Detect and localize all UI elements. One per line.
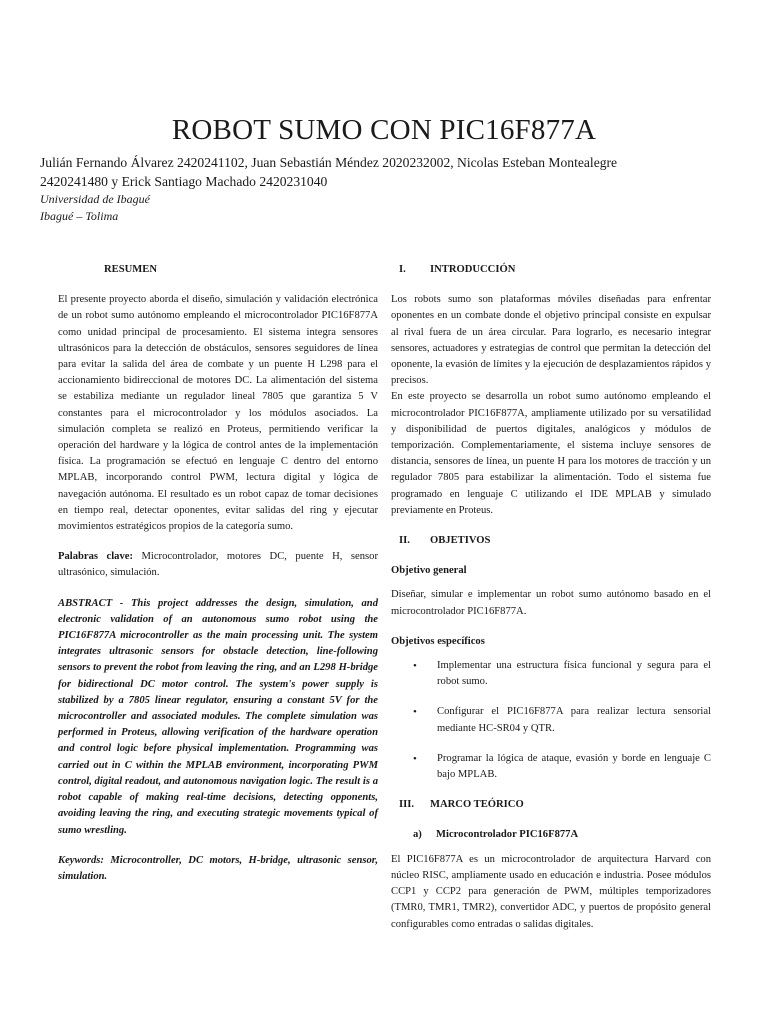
- intro-paragraph-1: Los robots sumo son plataformas móviles diseñadas para enfrentar oponentes en un combate donde el objetivo principal consiste en expulsar al rival fuera de un área circular. Para lograrlo, es necesario integrar sensores, actuadores y estrategias de control que permitan la detección del oponente, la evasión de límites y la ejecución de desplazamientos rápidos y precisos.: [391, 294, 711, 387]
- resumen-heading: RESUMEN: [104, 264, 157, 275]
- abstract: [58, 596, 378, 839]
- abstract-text: This project addresses the design, simulation, and electronic validation of an autonomous sumo robot using the PIC16F877A microcontroller as the main processing unit. The system integrates ultrasonic sensors for obstacle detection, line-following sensors to prevent the robot from leaving the ring, and an L298 H-bridge for bidirectional DC motor control. The system's power supply is stabilized by a 7805 linear regulator, ensuring a constant 5V for the microcontroller and associated modules. The complete simulation was performed in Proteus, allowing verification of the hardware operation and control logic before physical implementation. Programming was carried out in C within the MPLAB environment, incorporating PWM control, digital readout, and autonomous navigation logic. The result is a robot capable of making real-time decisions, detecting opponents, avoiding leaving the ring, and executing strategic movements typical of sumo wrestling.: [58, 597, 378, 836]
- affiliation: Universidad de Ibagué: [40, 192, 150, 206]
- paper-header: [40, 112, 728, 224]
- authors-line-1: Julián Fernando Álvarez 2420241102, Juan Sebastián Méndez 2020232002, Nicolas Esteban Montealegre: [40, 155, 618, 170]
- intro-title: INTRODUCCIÓN: [430, 264, 516, 275]
- intro-heading: [391, 262, 711, 278]
- objetivo-general-text: Diseñar, simular e implementar un robot sumo autónomo basado en el microcontrolador PIC16F877A.: [391, 589, 711, 617]
- keywords-es: [58, 549, 378, 581]
- marco-teorico-heading: [391, 797, 711, 813]
- bullet-icon: •: [413, 660, 417, 673]
- location: Ibagué – Tolima: [40, 208, 119, 223]
- list-item: • Programar la lógica de ataque, evasión y borde en lenguaje C bajo MPLAB.: [413, 752, 711, 781]
- keywords-es-text: Microcontrolador, motores DC, puente H, sensor ultrasónico, simulación.: [58, 551, 378, 579]
- objetivos-number: II.: [399, 535, 410, 547]
- bullet-icon: •: [413, 706, 417, 719]
- abstract-label: ABSTRACT -: [58, 597, 124, 609]
- keywords-en: [58, 853, 378, 885]
- keywords-en-label: Keywords:: [58, 854, 104, 866]
- objetivos-heading: [391, 533, 711, 549]
- objetivos-especificos-heading: Objetivos específicos: [391, 635, 485, 647]
- list-item: • Implementar una estructura física funcional y segura para el robot sumo.: [413, 660, 711, 688]
- subsection-a-heading: [391, 827, 711, 843]
- keywords-en-text: Microcontroller, DC motors, H-bridge, ultrasonic sensor, simulation.: [58, 854, 378, 882]
- marco-title: MARCO TEÓRICO: [430, 799, 524, 811]
- objetivos-title: OBJETIVOS: [430, 535, 491, 547]
- subsection-a-number: a): [413, 829, 422, 841]
- subsection-a-title: Microcontrolador PIC16F877A: [436, 829, 579, 841]
- list-item: • Configurar el PIC16F877A para realizar lectura sensorial mediante HC-SR04 y QTR.: [413, 706, 711, 734]
- keywords-es-label: Palabras clave:: [58, 551, 133, 563]
- authors-line-2: 2420241480 y Erick Santiago Machado 2420231040: [40, 173, 328, 189]
- resumen-text: El presente proyecto aborda el diseño, simulación y validación electrónica de un robot sumo autónomo empleando el microcontrolador PIC16F877A como unidad principal de procesamiento. El sistema integra sensores ultrasónicos para la detección de obstáculos, sensores seguidores de línea para evitar la salida del área de combate y un puente H L298 para el accionamiento bidireccional de motores DC. La alimentación del sistema se estabiliza mediante un regulador lineal 7805 que garantiza 5 V constantes para el microcontrolador y los módulos asociados. La simulación completa se realizó en Proteus, permitiendo verificar la operación del hardware y la lógica de control antes de la implementación física. La programación se efectuó en lenguaje C dentro del entorno MPLAB, incorporando control PWM, lectura digital y lógica de navegación autónoma. El resultado es un robot capaz de tomar decisiones en tiempo real, detectar oponentes, evitar salidas del ring y ejecutar movimientos estratégicos propios de la categoría sumo.: [58, 294, 378, 533]
- paper-title: ROBOT SUMO CON PIC16F877A: [171, 114, 597, 146]
- intro-paragraph-2: En este proyecto se desarrolla un robot sumo autónomo empleando el microcontrolador PIC16F877A, ampliamente utilizado por su versatilidad y disponibilidad de puertos digitales, analógicos y módulos de temporización. Complementariamente, el sistema incluye sensores de distancia, sensores de línea, un puente H para los motores de tracción y un regulador 7805 para estabilizar la alimentación. Todo el sistema fue programado en lenguaje C utilizando el IDE MPLAB y simulado previamente en Proteus.: [391, 391, 711, 516]
- bullet-icon: •: [413, 752, 417, 765]
- objetivo-general-heading: Objetivo general: [391, 565, 467, 577]
- intro-number: I.: [399, 264, 406, 275]
- marco-number: III.: [399, 799, 415, 811]
- right-column: [391, 262, 711, 933]
- subsection-a-text: El PIC16F877A es un microcontrolador de arquitectura Harvard con núcleo RISC, ampliamente usado en educación e industria. Posee módulos CCP1 y CCP2 para generación de PWM, múltiples temporizadores (TMR0, TMR1, TMR2), convertidor ADC, y puertos de propósito general configurables como entradas o salidas digitales.: [391, 853, 711, 930]
- objetivos-especificos-list: [391, 658, 711, 783]
- left-column: [58, 262, 378, 885]
